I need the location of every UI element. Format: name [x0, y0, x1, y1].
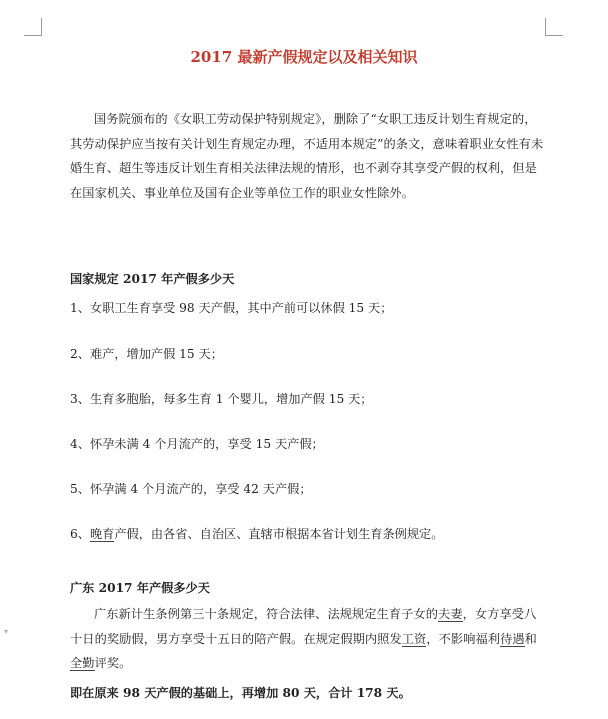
paragraph-text: 评奖。 — [94, 656, 132, 670]
list-item: 4、怀孕未满 4 个月流产的，享受 15 天产假； — [70, 437, 324, 451]
link-wage[interactable]: 工资 — [401, 631, 427, 646]
list-item: 1、女职工生育享受 98 天产假，其中产前可以休假 15 天； — [70, 301, 393, 315]
guangdong-paragraph — [70, 602, 548, 676]
list-item-prefix: 6、 — [70, 527, 90, 541]
list-item: 2、难产，增加产假 15 天； — [70, 347, 223, 361]
list-item-text: 产假，由各省、自治区、直辖市根据本省计划生育条例规定。 — [114, 527, 444, 541]
link-late-childbirth[interactable]: 晚育 — [89, 527, 115, 541]
document-title: 2017 最新产假规定以及相关知识 — [190, 48, 418, 66]
crop-mark-top-left-vertical — [41, 18, 42, 36]
section-heading-national: 国家规定 2017 年产假多少天 — [70, 272, 235, 286]
margin-marker-icon: ▾ — [4, 627, 9, 636]
list-item — [70, 525, 548, 543]
section-heading-guangdong: 广东 2017 年产假多少天 — [70, 581, 210, 595]
paragraph-text: 广东新计生条例第三十条规定，符合法律、法规规定生育子女的 — [94, 607, 439, 621]
link-benefit[interactable]: 待遇 — [500, 631, 525, 646]
list-item: 5、怀孕满 4 个月流产的，享受 42 天产假； — [70, 482, 312, 496]
crop-mark-top-right-vertical — [545, 18, 546, 36]
link-spouse[interactable]: 夫妻 — [438, 607, 463, 621]
paragraph-text: 和 — [524, 631, 537, 646]
crop-mark-top-left-horizontal — [24, 35, 42, 36]
crop-mark-top-right-horizontal — [545, 35, 563, 36]
summary-line: 即在原来 98 天产假的基础上，再增加 80 天，合计 178 天。 — [70, 686, 411, 700]
link-attendance[interactable]: 全勤 — [70, 656, 95, 670]
paragraph-text: ，女方享受八十日的奖励假，男方享受十五日的陪产假。在规定假期内照发 — [70, 607, 537, 646]
paragraph-text: ，不影响福利 — [426, 631, 501, 646]
intro-paragraph: 国务院颁布的《女职工劳动保护特别规定》，删除了“女职工违反计划生育规定的，其劳动保护应当按有关计划生育规定办理，不适用本规定”的条文，意味着职业女性有未婚生育、超生等违反计划生育相关法律法规的情形，也不剥夺其享受产假的权利，但是在国家机关、事业单位及国有企业等单位工作的职业女性除外。 — [70, 112, 544, 200]
list-item: 3、生育多胞胎，每多生育 1 个婴儿，增加产假 15 天； — [70, 392, 373, 406]
